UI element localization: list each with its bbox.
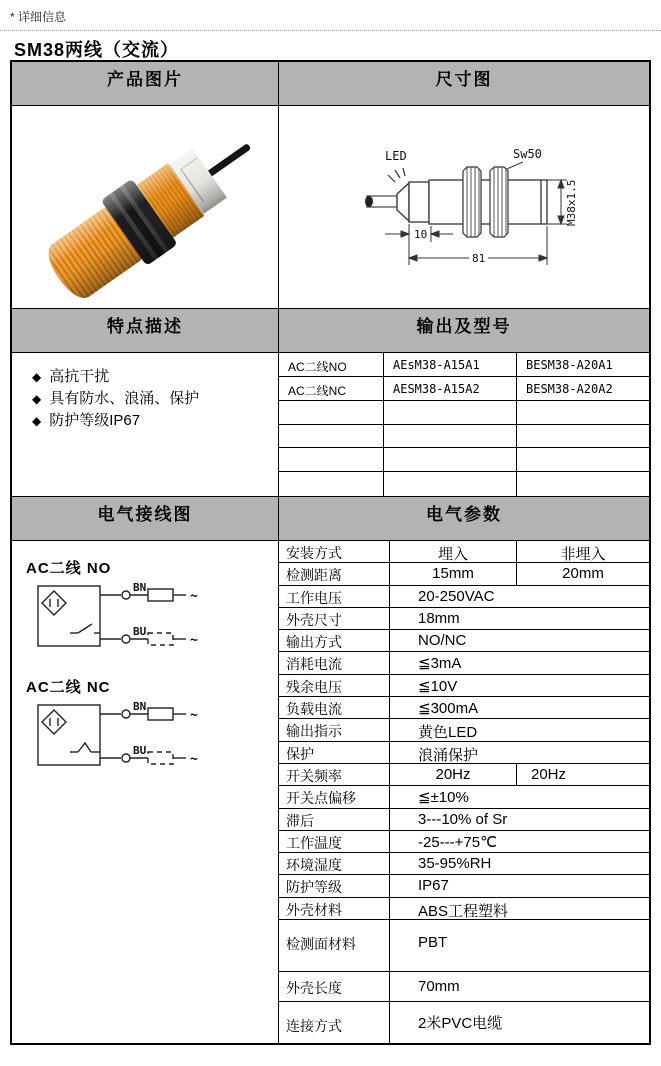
param-label: 残余电压 [279,675,390,696]
param-value: ≦10V [418,677,458,695]
image-row [12,106,649,309]
param-row [279,972,649,1002]
param-value: 20Hz [531,765,567,783]
param-label: 消耗电流 [279,652,390,673]
led-rays-icon [388,168,405,182]
model-number [517,472,649,496]
cable-tip [365,196,373,207]
model-number [384,448,517,472]
model-type [279,401,384,425]
param-label: 开关点偏移 [279,786,390,807]
param-value: 20mm [562,565,604,583]
param-row [279,920,649,972]
param-value: 非埋入 [560,546,606,563]
wiring-nc-label: AC二线 NC [26,679,111,696]
ac-symbol: ~ [190,633,198,648]
param-label: 检测面材料 [279,920,390,971]
param-row [279,809,649,831]
led-label: LED [385,149,407,163]
ac-symbol: ~ [190,708,198,723]
param-label: 输出指示 [279,719,390,740]
ac-symbol: ~ [190,589,198,604]
param-label: 外壳长度 [279,972,390,1001]
page-title: SM38两线（交流） [14,40,180,60]
model-type [279,448,384,472]
param-label: 负载电流 [279,697,390,718]
bn-wire-label: BN [133,701,147,713]
diamond-bullet-icon: ◆ [32,414,42,428]
wiring-no-label: AC二线 NO [26,560,112,577]
feature-item [32,411,278,431]
model-number [517,425,649,449]
param-value: 2米PVC电缆 [418,1015,503,1033]
param-label: 外壳尺寸 [279,608,390,629]
sensor-illustration [35,111,273,308]
header-row-3 [12,497,649,541]
model-number: AEsM38-A15A1 [384,353,517,377]
bu-wire-label: BU [133,744,147,757]
param-row [279,719,649,741]
features-models-row [12,353,649,497]
wiring-params-row [12,541,649,1043]
model-type: AC二线NC [279,377,384,401]
param-label: 工作温度 [279,831,390,852]
features-header: 特点描述 [12,309,279,352]
spec-table [10,60,651,1045]
divider-dotted-line [0,30,661,31]
models-table [279,353,649,496]
wiring-header: 电气接线图 [12,497,279,540]
param-value: ABS工程塑料 [418,902,509,920]
param-row [279,875,649,897]
param-value: ≦±10% [418,789,469,807]
param-value: 埋入 [390,541,517,562]
header-row-1 [12,62,649,106]
model-number: BESM38-A20A2 [517,377,649,401]
param-value: 15mm [390,563,517,584]
param-value: NO/NC [418,632,467,650]
param-label: 检测距离 [279,563,390,584]
param-label: 开关频率 [279,764,390,785]
model-type [279,472,384,496]
dimension-header: 尺寸图 [435,70,493,89]
param-row [279,541,649,563]
param-row [279,697,649,719]
params-header: 电气参数 [426,505,502,524]
param-label: 输出方式 [279,630,390,651]
param-value: ≦300mA [418,700,479,718]
param-row [279,742,649,764]
param-label: 保护 [279,742,390,763]
model-number [517,401,649,425]
param-label: 环境湿度 [279,853,390,874]
param-value: 70mm [418,978,460,996]
param-value: 18mm [418,609,460,627]
product-image-header: 产品图片 [12,62,279,105]
model-number [384,401,517,425]
params-table [279,541,649,1043]
param-value: PBT [418,934,448,952]
bn-wire-label: BN [133,582,147,594]
param-row [279,764,649,786]
bu-wire-label: BU [133,625,147,638]
diamond-bullet-icon: ◆ [32,370,42,384]
dim-10-label: 10 [414,228,428,241]
model-number [517,448,649,472]
param-value: 35-95%RH [418,855,492,873]
feature-text: 防护等级IP67 [49,412,141,429]
param-value: 浪涌保护 [418,746,479,764]
wrench-size-label: Sw50 [513,147,542,161]
model-type: AC二线NO [279,353,384,377]
param-row [279,898,649,920]
param-value: 黄色LED [418,724,478,742]
param-value: -25---+75℃ [418,833,497,851]
dimension-diagram [351,130,661,290]
feature-text: 具有防水、浪涌、保护 [49,390,200,407]
diamond-bullet-icon: ◆ [32,392,42,406]
wiring-no-diagram [26,582,241,654]
feature-item [32,367,278,387]
param-row [279,563,649,585]
param-row [279,630,649,652]
param-row [279,675,649,697]
param-row [279,1002,649,1043]
model-number: AESM38-A15A2 [384,377,517,401]
param-label: 安装方式 [279,541,390,562]
param-value: 3---10% of Sr [418,810,508,828]
model-number: BESM38-A20A1 [517,353,649,377]
model-number [384,472,517,496]
dim-81-label: 81 [472,252,486,265]
features-list [12,353,279,496]
param-row [279,608,649,630]
sensor-cable [206,143,251,177]
thread-label: M38x1.5 [565,179,578,226]
param-label: 外壳材料 [279,898,390,919]
feature-item [32,389,278,409]
param-value: 20Hz [390,764,517,785]
wiring-nc-diagram [26,701,241,773]
param-value: 20-250VAC [418,587,495,605]
param-value: IP67 [418,877,449,895]
detail-info-note: * 详细信息 [10,10,67,24]
m38-dimension [547,180,567,224]
model-number [384,425,517,449]
param-row [279,786,649,808]
model-type [279,425,384,449]
param-label: 滞后 [279,809,390,830]
header-row-2 [12,309,649,353]
param-label: 连接方式 [279,1002,390,1043]
param-label: 工作电压 [279,586,390,607]
wiring-diagrams [12,541,279,1043]
param-row [279,853,649,875]
param-row [279,586,649,608]
ac-symbol: ~ [190,752,198,767]
param-row [279,831,649,853]
product-photo [12,106,279,308]
output-model-header: 输出及型号 [416,317,512,336]
param-label: 防护等级 [279,875,390,896]
feature-text: 高抗干扰 [49,368,110,385]
param-row [279,652,649,674]
dimension-diagram-cell [279,106,649,308]
param-value: ≦3mA [418,655,462,673]
